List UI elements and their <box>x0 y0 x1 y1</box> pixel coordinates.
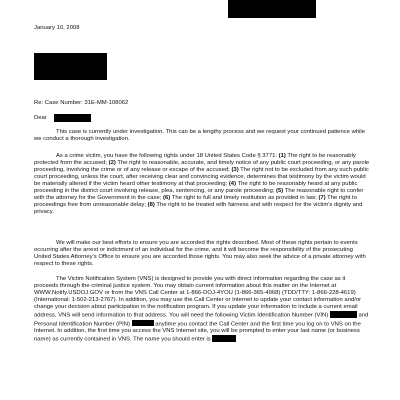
rights-intro: As a crime victim, you have the following rights under 18 United States Code § 3771: <box>56 153 279 159</box>
vns-text-1: The Victim Notification System (VNS) is designed to provide you with direct information regarding the case as it proceeds through the criminal justice system. You may obtain current information about this matter on the Internet at WWW.Notify.USDOJ.GOV or from the VNS Call Center at 1-866-DOJ-4YOU (1-866-365-4968) (TDD/TTY: 1-866-228-4619) (International: 1-502-213-2767). In addition, you may use the Call Center or Internet to update your contact information and/or change your decision about participation in the notification program. If you update your information to include a current email address, VNS will send information to that address. You will need the following Victim Identification Number (VIN) <box>34 276 362 319</box>
vns-text-3: anytime you contact the Call Center and the first time you log on to VNS on the Internet. In addition, the first time you access the VNS Internet site, you will be prompted to enter your last name (or business name) as currently contained in VNS. The name you should enter is <box>34 321 361 343</box>
redaction-name <box>212 335 236 342</box>
salutation-text: Dear <box>34 115 47 121</box>
paragraph-best-efforts-text: We will make our best efforts to ensure you are accorded the rights described. Most of these rights pertain to events occurring after the arrest or indictment of an individual for the crime, and it will become the responsibility of the prosecuting United States Attorney's Office to ensure you are accorded those rights. You may also seek the advice of a private attorney with respect to these rights. <box>34 240 366 268</box>
right-6-number: (6) <box>163 195 171 202</box>
right-4-number: (4) <box>228 181 237 188</box>
salutation <box>34 115 47 122</box>
right-3-number: (3) <box>231 167 239 174</box>
paragraph-victim-rights <box>34 153 370 216</box>
redaction-pin <box>132 320 154 327</box>
right-4-text: The right to be reasonably heard at any public proceeding in the district court involving release, plea, sentencing, or any parole proceeding; <box>34 181 358 195</box>
paragraph-best-efforts <box>34 240 370 268</box>
redaction-recipient-address <box>34 53 107 80</box>
redaction-letterhead <box>228 0 316 18</box>
paragraph-vns <box>34 276 370 344</box>
paragraph-investigation-text: This case is currently under investigation. This can be a lengthy process and we request your continued patience while we conduct a thorough investigation. <box>34 129 365 143</box>
right-6-text: The right to full and timely restitution as provided in law; <box>170 195 319 202</box>
letter-date: January 10, 2008 <box>34 25 80 31</box>
case-reference: Re: Case Number: 31E-MM-108062 <box>34 100 129 106</box>
right-5-text: The reasonable right to confer with the attorney for the Government in the case; <box>34 188 364 202</box>
right-8-text: The right to be treated with fairness and with respect for the victim's dignity and privacy. <box>34 202 363 216</box>
paragraph-investigation <box>34 129 370 143</box>
redaction-vin <box>330 311 357 318</box>
right-3-text: The right not to be excluded from any such public court proceeding, unless the court, after receiving clear and convincing evidence, determines that testimony by the victim would be materially altered if the victim heard other testimony at that proceeding; <box>34 167 369 188</box>
right-7-number: (7) <box>318 195 326 202</box>
right-1-text: The right to be reasonably protected from the accused; <box>34 153 356 167</box>
right-1-number: (1) <box>278 153 286 159</box>
vns-text-2: and Personal Identification Number (PIN) <box>34 312 369 328</box>
right-2-text: The right to reasonable, accurate, and timely notice of any public court proceeding, or any parole proceeding, involving the crime or of any release or escape of the accused; <box>34 160 370 174</box>
right-7-text: The right to proceedings free from unreasonable delay; <box>34 195 357 209</box>
right-8-number: (8) <box>147 202 155 209</box>
right-5-number: (5) <box>276 188 284 195</box>
right-2-number: (2) <box>108 160 116 167</box>
redaction-recipient-name <box>54 114 91 122</box>
